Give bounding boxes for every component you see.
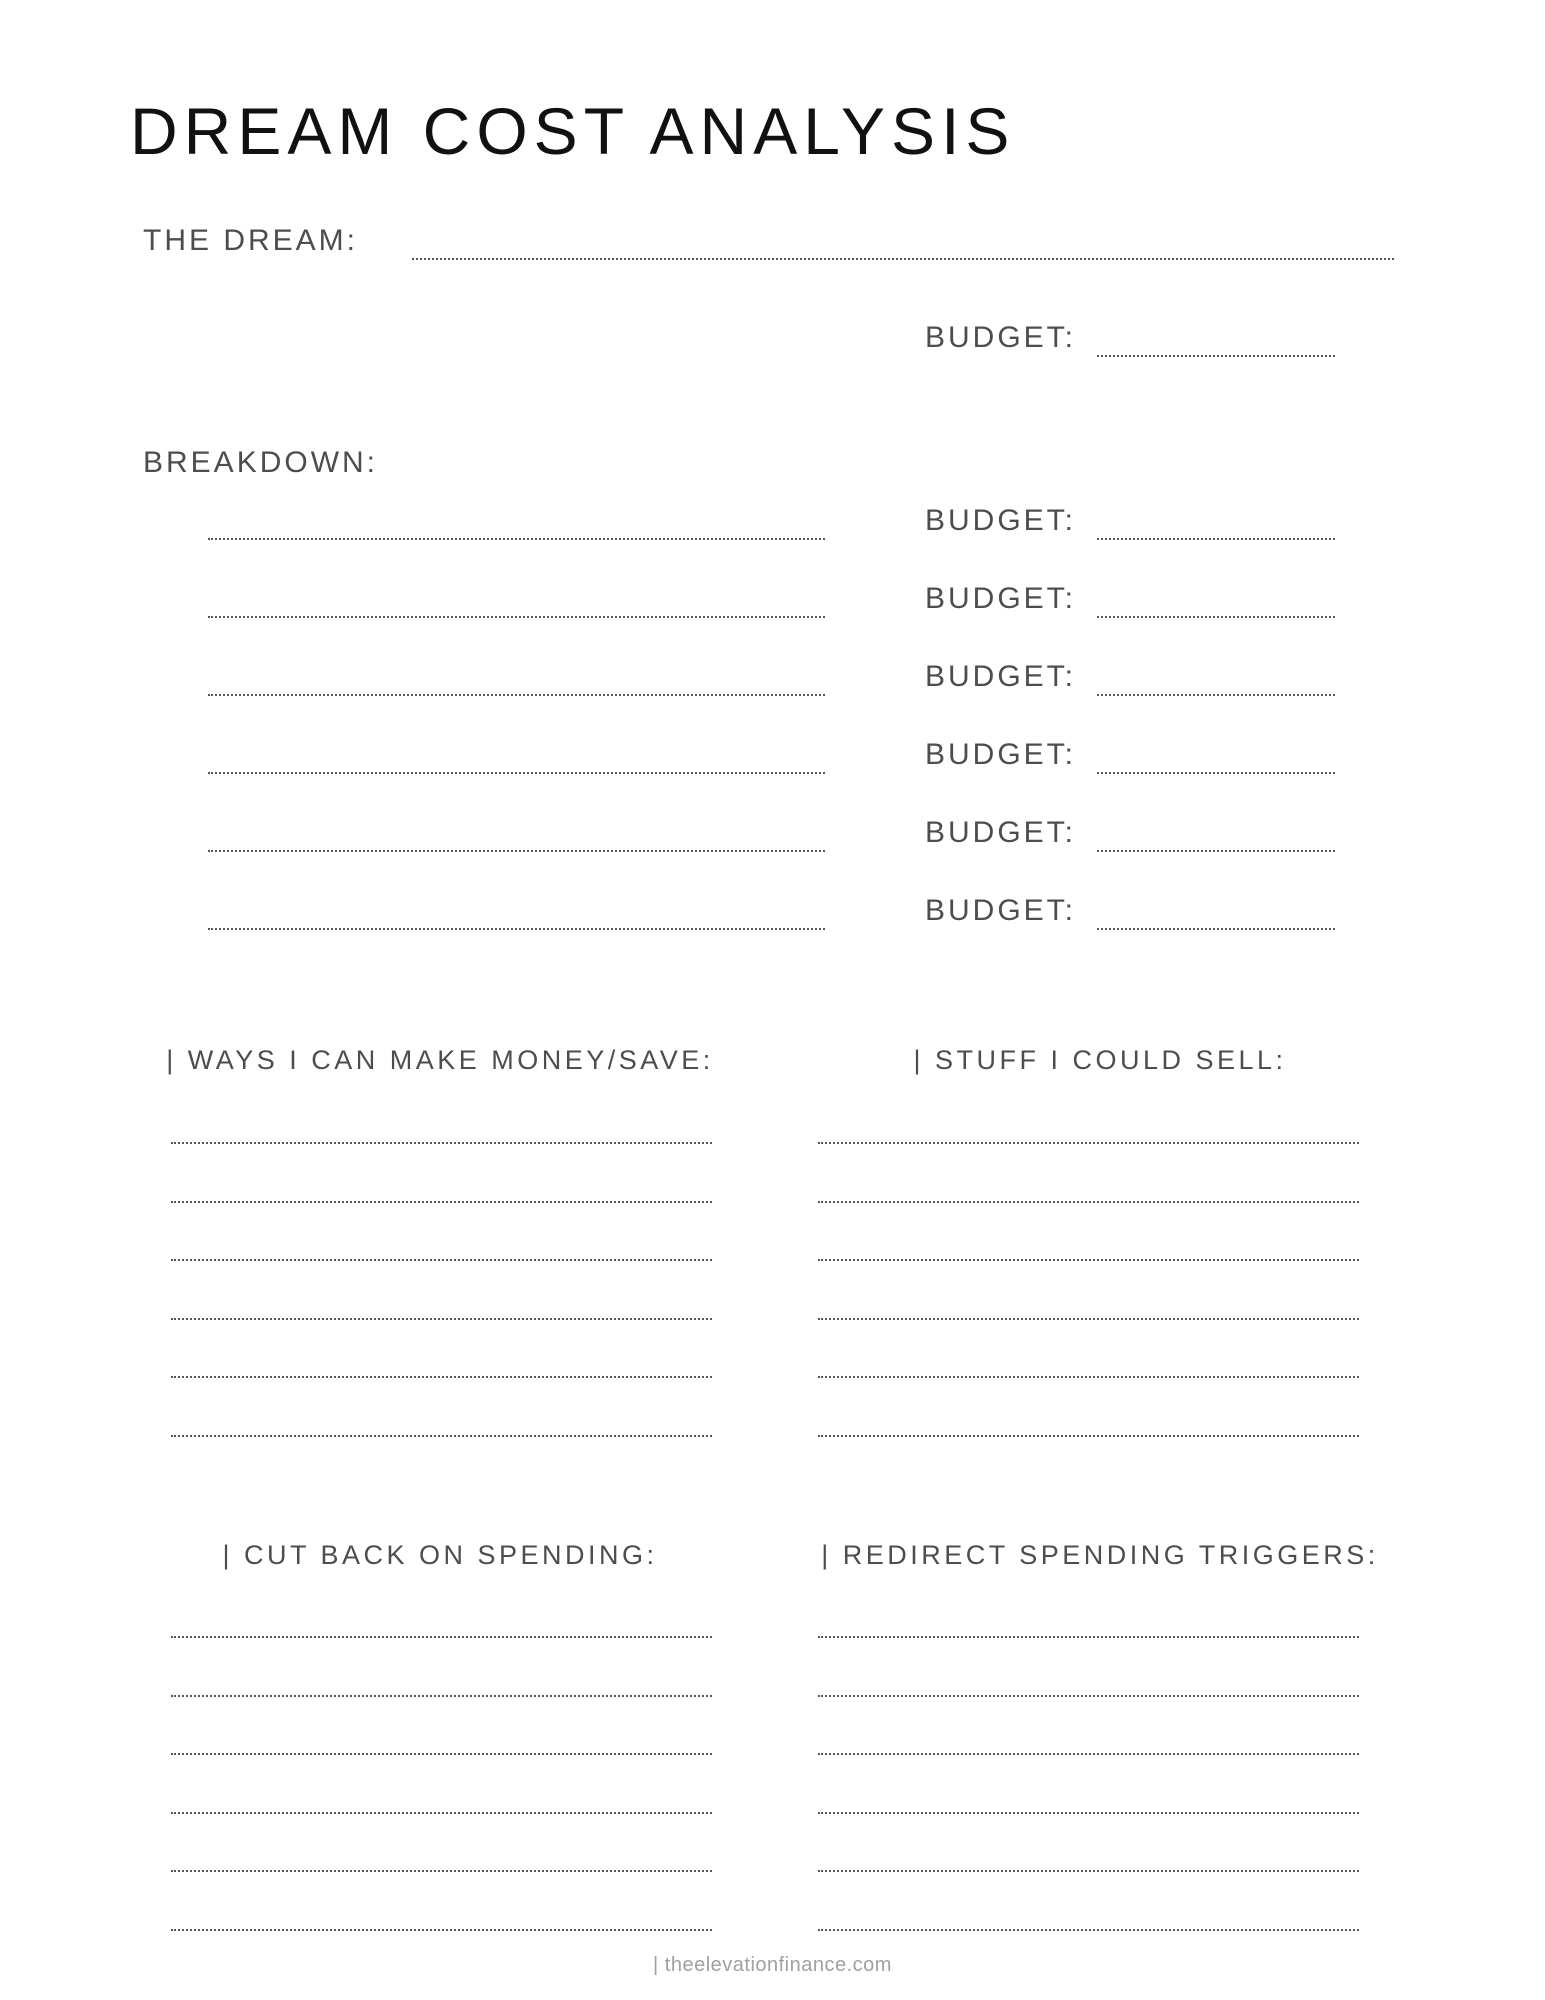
footer-website: | theelevationfinance.com [653,1954,892,1976]
redirect-input-line[interactable] [818,1870,1359,1872]
make-money-input-line[interactable] [171,1435,712,1437]
cut-back-input-line[interactable] [171,1695,712,1697]
breakdown-budget-label: BUDGET: [925,738,1077,771]
breakdown-item-line[interactable] [208,538,825,540]
page-title: DREAM COST ANALYSIS [130,94,1016,168]
cut-back-input-line[interactable] [171,1929,712,1931]
dream-label: THE DREAM: [143,224,359,257]
breakdown-budget-label: BUDGET: [925,894,1077,927]
breakdown-item-line[interactable] [208,772,825,774]
dream-input-line[interactable] [412,258,1394,260]
breakdown-budget-label: BUDGET: [925,816,1077,849]
breakdown-item-line[interactable] [208,616,825,618]
sell-input-line[interactable] [818,1318,1359,1320]
cut-back-input-line[interactable] [171,1812,712,1814]
dream-budget-label: BUDGET: [925,321,1077,354]
make-money-input-line[interactable] [171,1142,712,1144]
breakdown-budget-input-line[interactable] [1097,616,1335,618]
redirect-input-line[interactable] [818,1695,1359,1697]
breakdown-budget-input-line[interactable] [1097,928,1335,930]
breakdown-label: BREAKDOWN: [143,446,379,479]
breakdown-budget-input-line[interactable] [1097,694,1335,696]
sell-input-line[interactable] [818,1376,1359,1378]
breakdown-budget-label: BUDGET: [925,504,1077,537]
breakdown-budget-label: BUDGET: [925,660,1077,693]
breakdown-budget-input-line[interactable] [1097,850,1335,852]
cut-back-input-line[interactable] [171,1870,712,1872]
cut-back-input-line[interactable] [171,1753,712,1755]
sell-input-line[interactable] [818,1142,1359,1144]
redirect-input-line[interactable] [818,1753,1359,1755]
breakdown-budget-label: BUDGET: [925,582,1077,615]
breakdown-budget-input-line[interactable] [1097,772,1335,774]
make-money-input-line[interactable] [171,1376,712,1378]
dream-budget-input-line[interactable] [1097,355,1335,357]
redirect-input-line[interactable] [818,1636,1359,1638]
redirect-label: | REDIRECT SPENDING TRIGGERS: [821,1540,1379,1570]
make-money-input-line[interactable] [171,1259,712,1261]
make-money-input-line[interactable] [171,1318,712,1320]
sell-input-line[interactable] [818,1259,1359,1261]
cut-back-input-line[interactable] [171,1636,712,1638]
breakdown-item-line[interactable] [208,850,825,852]
redirect-input-line[interactable] [818,1812,1359,1814]
breakdown-item-line[interactable] [208,928,825,930]
redirect-input-line[interactable] [818,1929,1359,1931]
sell-label: | STUFF I COULD SELL: [913,1045,1287,1075]
make-money-input-line[interactable] [171,1201,712,1203]
breakdown-item-line[interactable] [208,694,825,696]
sell-input-line[interactable] [818,1435,1359,1437]
breakdown-budget-input-line[interactable] [1097,538,1335,540]
sell-input-line[interactable] [818,1201,1359,1203]
cut-back-label: | CUT BACK ON SPENDING: [222,1540,658,1570]
make-money-label: | WAYS I CAN MAKE MONEY/SAVE: [166,1045,714,1075]
